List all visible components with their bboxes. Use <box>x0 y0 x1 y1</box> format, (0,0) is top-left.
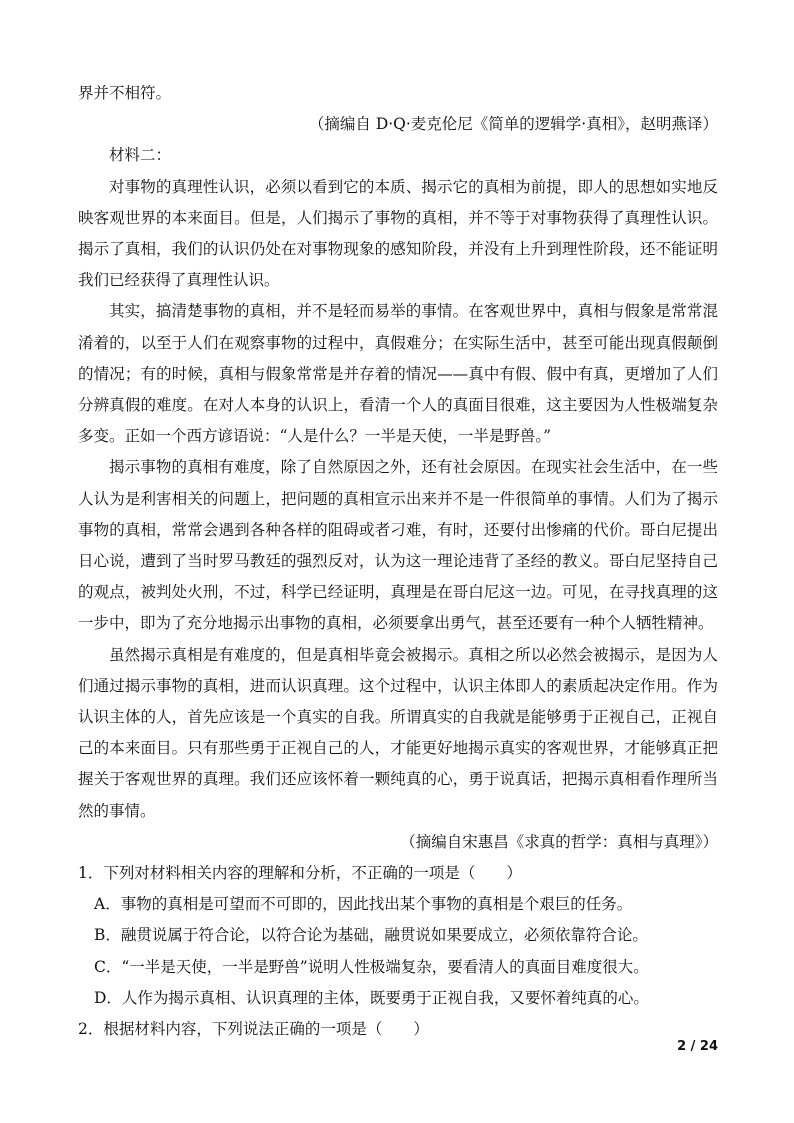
question-2 <box>78 1014 718 1045</box>
answer-option-c: C．“一半是天使，一半是野兽”说明人性极端复杂，要看清人的真面目难度很大。 <box>94 957 649 976</box>
paragraph-continuation: 界并不相符。 <box>78 84 172 102</box>
page-number: 2 / 24 <box>677 1039 718 1054</box>
paragraph: 揭示事物的真相有难度，除了自然原因之外，还有社会原因。在现实社会生活中，在一些人认为是利害相关的问题上，把问题的真相宣示出来并不是一件很简单的事情。人们为了揭示事物的真相，常常会遇到各种各样的阻碍或者刁难，有时，还要付出惨痛的代价。哥白尼提出日心说，遭到了当时罗马教廷的强烈反对，认为这一理论违背了圣经的教义。哥白尼坚持自己的观点，被判处火刑，不过，科学已经证明，真理是在哥白尼这一边。可见，在寻找真理的这一步中，即为了充分地揭示出事物的真相，必须要拿出勇气，甚至还要有一种个人牺牲精神。 <box>78 458 718 633</box>
answer-option-b: B．融贯说属于符合论，以符合论为基础，融贯说如果要成立，必须依靠符合论。 <box>94 926 648 945</box>
question-1 <box>78 858 718 1014</box>
question-stem: 1．下列对材料相关内容的理解和分析，不正确的一项是（ ） <box>78 864 522 883</box>
answer-option-d: D．人作为揭示真相、认识真理的主体，既要勇于正视自我，又要怀着纯真的心。 <box>94 988 649 1007</box>
source-citation-1: （摘编自 D·Q·麦克伦尼《简单的逻辑学·真相》，赵明燕译） <box>308 115 718 134</box>
paragraph: 对事物的真理性认识，必须以看到它的本质、揭示它的真相为前提，即人的思想如实地反映客观世界的本来面目。但是，人们揭示了事物的真相，并不等于对事物获得了真理性认识。揭示了真相，我们的认识仍处在对事物现象的感知阶段，并没有上升到理性阶段，还不能证明我们已经获得了真理性认识。 <box>78 177 718 290</box>
paragraph: 虽然揭示真相是有难度的，但是真相毕竟会被揭示。真相之所以必然会被揭示，是因为人们通过揭示事物的真相，进而认识真理。这个过程中，认识主体即人的素质起决定作用。作为认识主体的人，首先应该是一个真实的自我。所谓真实的自我就是能够勇于正视自己，正视自己的本来面目。只有那些勇于正视自己的人，才能更好地揭示真实的客观世界，才能够真正把握关于客观世界的真理。我们还应该怀着一颗纯真的心，勇于说真话，把揭示真相看作理所当然的事情。 <box>78 645 718 820</box>
source-citation-2: （摘编自宋惠昌《求真的哲学：真相与真理》） <box>400 832 718 851</box>
document-body <box>78 78 718 1045</box>
question-stem: 2．根据材料内容，下列说法正确的一项是（ ） <box>78 1020 429 1039</box>
section-heading-material-2: 材料二： <box>109 146 172 165</box>
paragraph: 其实，搞清楚事物的真相，并不是轻而易举的事情。在客观世界中，真相与假象是常常混淆着的，以至于人们在观察事物的过程中，真假难分；在实际生活中，甚至可能出现真假颠倒的情况；有的时候，真相与假象常常是并存着的情况——真中有假、假中有真，更增加了人们分辨真假的难度。在对人本身的认识上，看清一个人的真面目很难，这主要因为人性极端复杂多变。正如一个西方谚语说：“人是什么？一半是天使，一半是野兽。” <box>78 302 718 446</box>
answer-option-a: A．事物的真相是可望而不可即的，因此找出某个事物的真相是个艰巨的任务。 <box>94 895 633 914</box>
